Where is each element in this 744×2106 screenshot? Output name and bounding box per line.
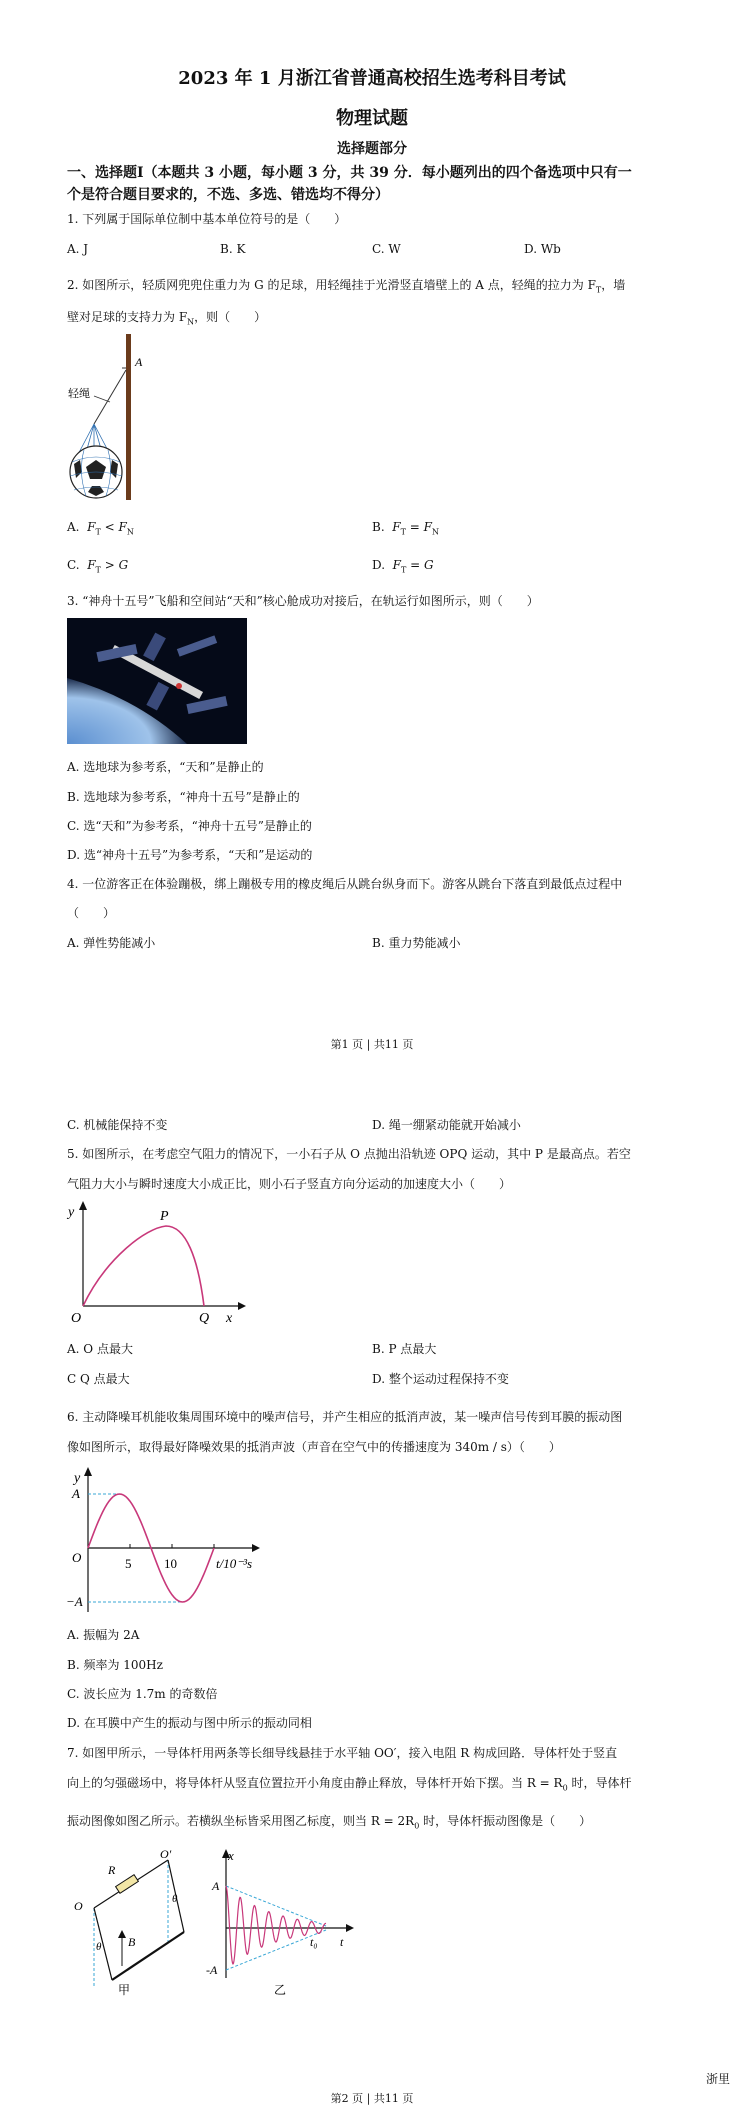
label-a: A [72,1486,80,1501]
q1-stem: 1. 下列属于国际单位制中基本单位符号的是（ ） [67,212,347,226]
q6-option-d: D. 在耳膜中产生的振动与图中所示的振动同相 [67,1716,312,1730]
caption-yi: 乙 [274,1983,287,1996]
tick-5: 5 [125,1556,132,1571]
label-q: Q [199,1311,210,1326]
t-axis-label: t/10⁻³s [216,1556,253,1571]
q2-figure-football [66,332,156,512]
tick-10: 10 [164,1556,177,1571]
football [70,446,122,498]
label-o: O [74,1899,83,1913]
q3-figure-space-station [67,618,247,744]
q7-figure-yi [206,1846,356,1996]
q6-stem-line2: 像如图所示，取得最好降噪效果的抵消声波（声音在空气中的传播速度为 340m / s）（ ） [67,1440,561,1454]
q6-option-a: A. 振幅为 2A [67,1628,140,1642]
q4-option-c: C. 机械能保持不变 [67,1118,168,1132]
label-t: t [340,1935,344,1949]
label-o-prime: O′ [160,1847,172,1861]
q4-stem-line2: （ ） [67,906,116,920]
q4-option-b: B. 重力势能减小 [372,936,461,950]
q7-stem-line3: 振动图像如图乙所示。若横纵坐标皆采用图乙标度，则当 $R = 2R_0$ 时，导体杆振动图像是（ ） [67,1814,592,1831]
label-t0: t₀ [310,1935,318,1949]
q6-option-c: C. 波长应为 1.7m 的奇数倍 [67,1687,218,1701]
label-y: y [68,1205,75,1220]
q6-figure-wave [66,1464,276,1624]
q3-option-c: C. 选“天和”为参考系，“神舟十五号”是静止的 [67,819,312,833]
conductor-rod [112,1932,184,1980]
rope [94,370,126,424]
q2-option-d: D. $F_T = G$ [372,558,434,575]
q2-option-b: B. $F_T = F_N$ [372,520,439,537]
label-b: B [128,1935,136,1949]
q3-option-b: B. 选地球为参考系，“神舟十五号”是静止的 [67,790,300,804]
trajectory-curve [83,1226,204,1306]
q5-option-c: C Q 点最大 [67,1372,130,1386]
label-o: O [72,1550,82,1565]
label-o: O [71,1311,82,1326]
label-x: x [228,1848,234,1863]
q6-option-b: B. 频率为 100Hz [67,1658,163,1672]
q3-stem: 3. “神舟十五号”飞船和空间站“天和”核心舱成功对接后，在轨运行如图所示，则（ ） [67,594,539,608]
q7-stem-line1: 7. 如图甲所示，一导体杆用两条等长细导线悬挂于水平轴 OO′，接入电阻 R 构成回路．导体杆处于竖直 [67,1746,618,1760]
q2-option-a: A. $F_T < F_N$ [67,520,134,537]
label-neg-a: −A [66,1594,83,1609]
damped-curve [226,1886,326,1964]
q2-option-c: C. $F_T > G$ [67,558,129,575]
q4-option-d: D. 绳一绷紧动能就开始减小 [372,1118,521,1132]
q5-option-b: B. P 点最大 [372,1342,437,1356]
q1-option-d: D. Wb [524,242,561,256]
resistor [116,1875,139,1894]
corner-watermark: 浙里 [706,2072,731,2086]
q5-stem-line1: 5. 如图所示，在考虑空气阻力的情况下，一小石子从 O 点抛出沿轨迹 OPQ 运动，其中 P 是最高点。若空 [67,1147,631,1161]
label-r: R [108,1863,116,1877]
section-heading-line2: 个是符合题目要求的，不选、多选、错选均不得分） [67,187,389,203]
envelope-top [226,1886,326,1926]
section-heading-line1: 一、选择题Ⅰ（本题共 3 小题，每小题 3 分，共 39 分．每小题列出的四个备选项中只有一 [67,165,632,181]
q5-option-a: A. O 点最大 [67,1342,133,1356]
q6-stem-line1: 6. 主动降噪耳机能收集周围环境中的噪声信号，并产生相应的抵消声波，某一噪声信号传到耳膜的振动图 [67,1410,623,1424]
caption-jia: 甲 [118,1983,131,1996]
label-rope: 轻绳 [68,388,90,400]
q4-option-a: A. 弹性势能减小 [67,936,156,950]
q1-option-c: C. W [372,242,401,256]
q1-option-b: B. K [220,242,246,256]
label-a: A [135,355,143,369]
label-neg-a: -A [206,1963,218,1977]
q3-option-a: A. 选地球为参考系，“天和”是静止的 [67,760,264,774]
q3-option-d: D. 选“神舟十五号”为参考系，“天和”是运动的 [67,848,313,862]
wall [126,334,131,500]
label-y: y [74,1471,81,1486]
label-theta-right: θ [172,1893,178,1905]
part-heading: 选择题部分 [337,141,407,157]
q5-figure-trajectory [66,1198,246,1328]
page2-footer: 第2 页 | 共11 页 [330,2092,414,2105]
label-p: P [160,1209,169,1224]
label-theta-left: θ [96,1941,102,1953]
label-x: x [226,1311,233,1326]
q4-stem-line1: 4. 一位游客正在体验蹦极，绑上蹦极专用的橡皮绳后从跳台纵身而下。游客从跳台下落直到最低点过程中 [67,877,623,891]
q1-option-a: A. J [67,242,89,256]
q7-figure-jia [72,1846,192,1996]
q2-stem-line2: 壁对足球的支持力为 $F_N$，则（ ） [67,310,267,327]
label-a: A [212,1879,220,1893]
exam-subtitle: 物理试题 [336,108,408,129]
page1-footer: 第1 页 | 共11 页 [330,1038,414,1051]
q5-option-d: D. 整个运动过程保持不变 [372,1372,509,1386]
q2-stem-line1: 2. 如图所示，轻质网兜兜住重力为 G 的足球，用轻绳挂于光滑竖直墙壁上的 A 点，轻绳的拉力为 $F_T$，墙 [67,278,626,295]
exam-title: 2023 年 1 月浙江省普通高校招生选考科目考试 [178,68,566,89]
q5-stem-line2: 气阻力大小与瞬时速度大小成正比，则小石子竖直方向分运动的加速度大小（ ） [67,1177,512,1191]
q7-stem-line2: 向上的匀强磁场中，将导体杆从竖直位置拉开小角度由静止释放，导体杆开始下摆。当 $R = R_0$ 时，导体杆 [67,1776,632,1793]
